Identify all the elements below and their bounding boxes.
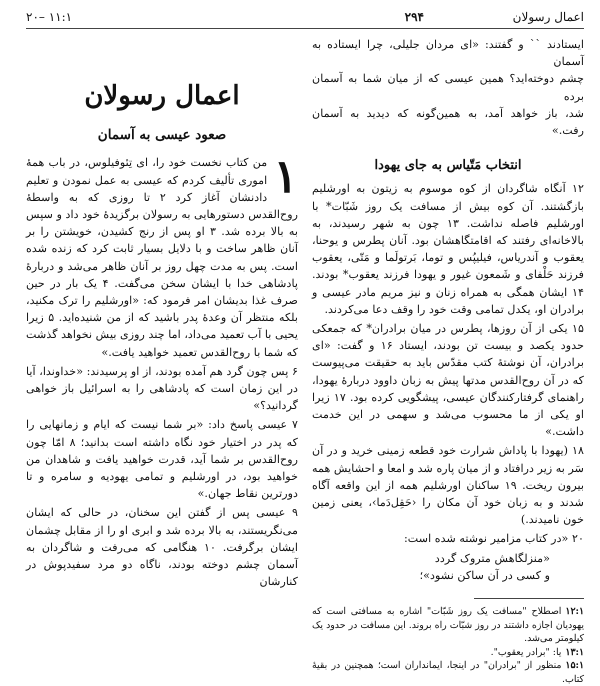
- intro-line: شد، باز خواهد آمد، به همین‌گونه که دیدید به آسمان رفت.»: [312, 106, 584, 138]
- footnote-ref: ۱۲:۱: [565, 606, 584, 618]
- footnote: [312, 605, 584, 646]
- paragraph: ۱۲ آنگاه شاگردان از کوه موسوم به زیتون به اورشلیم بازگشتند. آن کوه بیش از مسافت یک روز شَبّات* با اورشلیم فاصله نداشت. ۱۳ چون به شهر رسیدند، به بالاخانه‌ای رفتند که اقامتگاهشان بود. آنان پطرس و یوحنا، یعقوب و آندریاس، فیلیپُس و توما، بَرتولَما و مَتّی، یعقوب فرزند حَلْفای و شَمعون غیور و یهودا فرزند یعقوب* بودند. ۱۴ ایشان همگی به همراه زنان و نیز مریم مادر عیسی و برادران او، یکدل تمامی وقت خود را وقف دعا می‌کردند.: [312, 182, 585, 316]
- left-column: [26, 36, 298, 592]
- section-heading: صعود عیسی به آسمان: [97, 127, 227, 144]
- footnotes: [312, 605, 584, 686]
- paragraph: ۶ پس چون گرد هم آمده بودند، از او پرسیدند: «خداوندا، آیا در این زمان است که پادشاهی را به اسرائیل باز خواهی گردانید؟»: [26, 364, 298, 413]
- paragraph: ۹ عیسی پس از گفتن این سخنان، در حالی که ایشان می‌نگریستند، به بالا برده شد و ابری او را از مقابل چشمان ایشان برگرفت. ۱۰ هنگامی که می‌رفت و شاگردان به آسمان چشم دوخته بودند، ناگاه دو مرد سفیدپوش در کنارشان: [26, 506, 298, 589]
- running-head-book: اعمال رسولان: [512, 10, 584, 24]
- footnote-text: یا: "برادر یعقوب".: [490, 646, 562, 658]
- paragraph: ۷ عیسی پاسخ داد: «بر شما نیست که ایام و زمانهایی را که پدر در اختیار خود نگاه داشته است بدانید؛ ۸ امّا چون روح‌القدس بر شما آید، قدرت خواهید یافت و شاهدان من خواهید بود، در اورشلیم و تمامی یهودیه و سامره و تا دورترین نقاط جهان.»: [26, 418, 298, 501]
- intro-line: ایستادند `` و گفتند: «ای مردان جلیلی، چرا ایستاده به آسمان: [312, 38, 584, 69]
- footnote-text: منظور از "برادران" در اینجا، ایمانداران است؛ همچنین در بقیهٔ کتاب.: [312, 660, 584, 685]
- right-column: [312, 36, 584, 686]
- paragraph-text: من کتاب نخست خود را، ای تِئوفیلوس، در باب همهٔ اموری تألیف کردم که عیسی به عمل نمودن و تعلیم دادنشان آغاز کرد ۲ تا روزی که به واسطهٔ روح‌القدس دستورهایی به رسولان برگزیدهٔ خود داد و سپس به بالا برده شد. ۳ او پس از رنج کشیدن، خویشتن را بر آنان ظاهر ساخت و با دلایل بسیار ثابت کرد که زنده شده است. پس به مدت چهل روز بر آنان ظاهر می‌شد و دربارهٔ پادشاهی خدا با ایشان سخن می‌گفت. ۴ یک بار در حین صرف غذا بدیشان امر فرمود که: «اورشلیم را ترک مکنید، بلکه منتظر آن وعدهٔ پدر باشید که از من شنیده‌اید. ۵ زیرا یحیی با آب تعمید می‌داد، اما چند روزی بیش نخواهد گذشت که شما با روح‌القدس تعمید خواهید یافت.»: [26, 156, 299, 359]
- paragraph: ۱۸ (یهودا با پاداش شرارت خود قطعه زمینی خرید و در آن سَر به زیر درافتاد و از میان پاره شد و امعا و احشایش همه بیرون ریخت. ۱۹ ساکنان اورشلیم همه از این واقعه آگاه شدند و به زبان خود آن مکان را ‹حَقِل‌دَما›، یعنی زمین خون نامیدند.): [312, 444, 584, 527]
- footnote-divider: [474, 598, 584, 599]
- section-heading: انتخاب مَتّیاس به جای یهودا: [374, 158, 522, 174]
- chapter-number: ۱: [273, 149, 298, 204]
- poem-line: «منزلگاهش متروک گردد: [434, 551, 550, 565]
- poem-line: و کسی در آن ساکن نشود»؛: [419, 568, 550, 582]
- footnote-ref: ۱۳:۱: [565, 646, 584, 658]
- footnote-text: اصطلاح "مسافت یک روز شَبّات" اشاره به مسافتی است که یهودیان اجازه داشتند در روز شبّات راه بروند. این مسافت در حدود یک کیلومتر می‌شد.: [312, 606, 584, 645]
- paragraph: [26, 149, 299, 360]
- paragraph: ۲۰ «در کتاب مزامیر نوشته شده است:: [403, 532, 584, 546]
- page-header: [26, 8, 584, 30]
- footnote: [312, 646, 584, 660]
- footnote: [312, 659, 584, 686]
- paragraph: ۱۵ یکی از آن روزها، پطرس در میان برادران* که جمعکی حدود یکصد و بیست تن بودند، ایستاد ۱۶ و گفت: «ای برادران، آن نوشتهٔ کتب مقدّس باید به حقیقت می‌پیوست که در آن روح‌القدس مدتها پیش به زبان داوود دربارهٔ یهودا، راهنمای گرفتارکنندگان عیسی، پیشگویی کرده بود. ۱۷ زیرا او یکی از ما محسوب می‌شد و سهمی در این خدمت داشت.»: [312, 322, 584, 439]
- header-divider: [26, 28, 584, 29]
- page-number: ۲۹۴: [404, 10, 424, 24]
- book-title: اعمال رسولان: [84, 81, 240, 111]
- footnote-ref: ۱۵:۱: [565, 660, 584, 672]
- running-head-reference: ۱۱:۱ –۲۰: [26, 10, 73, 24]
- intro-line: چشم دوخته‌اید؟ همین عیسی که از میان شما به آسمان برده: [312, 72, 584, 103]
